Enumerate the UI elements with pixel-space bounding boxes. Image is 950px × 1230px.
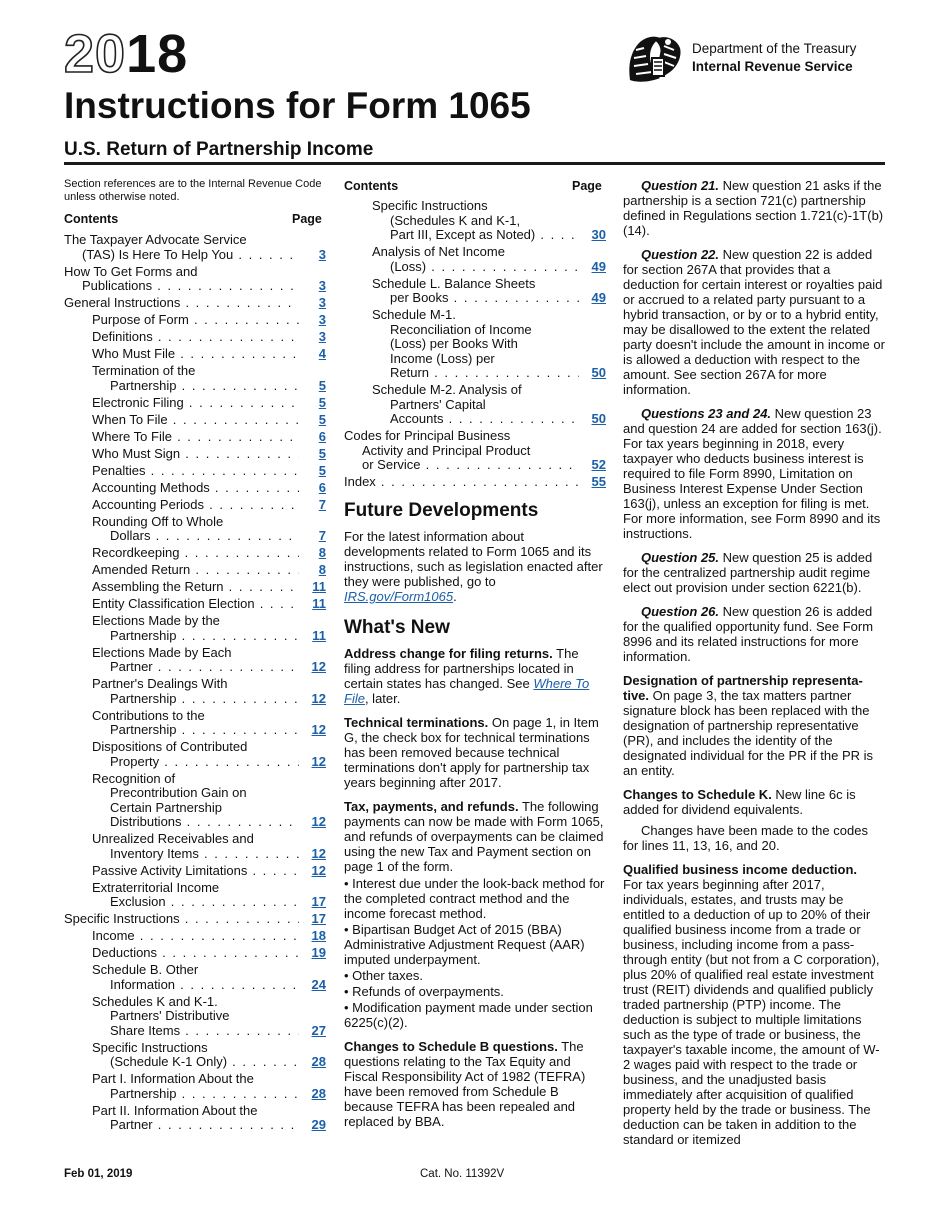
toc-entry-label: (TAS) Is Here To Help You . . .: [64, 248, 299, 263]
col1-entry[interactable]: [64, 447, 326, 462]
col1-entry[interactable]: [64, 364, 326, 393]
toc-entry-label: Partners' Distributive: [110, 1008, 230, 1023]
page-title: Instructions for Form 1065: [64, 85, 531, 126]
toc-entry-label: Penalties . . .: [92, 464, 299, 479]
bullet-icon: •: [344, 922, 353, 937]
bullet-text: Other taxes.: [352, 968, 423, 983]
toc-page-link[interactable]: 5: [318, 411, 326, 427]
toc-page-link[interactable]: 50: [591, 411, 606, 426]
col1-entry[interactable]: [64, 265, 326, 294]
col1-entry[interactable]: [64, 912, 326, 927]
toc-entry-label: Inventory Items . . .: [92, 847, 299, 862]
question-22-paragraph: Question 22. New question 22 is added for section 267A that provides that a deduction for certain interest or royalties paid or accrued to a related party pursuant to a hybrid transaction, or by or to a hybrid entity, may be disallowed to the extent the related party doesn't include the amount in income or is allowed a deduction with respect to the amount. See section 267A for more information.: [623, 247, 885, 397]
col1-entry[interactable]: [64, 233, 326, 262]
page-subtitle: U.S. Return of Partnership Income: [64, 139, 374, 160]
col1-entry[interactable]: [64, 864, 326, 879]
toc-entry-label: Schedule B. Other: [92, 963, 199, 977]
toc-entry-label: Analysis of Net Income: [372, 245, 505, 259]
toc-entry-label: Elections Made by Each: [92, 645, 232, 660]
toc-entry-label: (Schedule K-1 Only) . . .: [92, 1055, 299, 1070]
toc-entry-label: Share Items . . .: [92, 1024, 299, 1039]
col1-entry[interactable]: [64, 396, 326, 411]
col1-entry[interactable]: [64, 563, 326, 578]
address-change-paragraph: Address change for filing returns. The filing address for partnerships located in certain states has changed. See Where To File, later.: [344, 646, 590, 706]
schedule-k-changes-paragraph: Changes to Schedule K. New line 6c is added for dividend equivalents.: [623, 787, 856, 817]
toc-entry-label: Who Must File . . .: [92, 347, 299, 362]
toc-page-heading-col1: Page: [292, 212, 322, 226]
col2-entry[interactable]: [344, 383, 606, 427]
toc-page-link[interactable]: 12: [311, 690, 326, 706]
col2-entry[interactable]: [344, 199, 606, 243]
tax-year-bold: 18: [126, 24, 189, 84]
toc-entry-label: Information . . .: [92, 978, 299, 993]
col1-entry[interactable]: [64, 646, 326, 675]
col1-entry[interactable]: [64, 929, 326, 944]
toc-entry-label: Specific Instructions . . .: [64, 912, 299, 927]
toc-entry-label: Certain Partnership: [110, 799, 222, 815]
toc-entry-label: Partner . . .: [92, 1118, 299, 1133]
toc-page-link[interactable]: 28: [311, 1085, 326, 1101]
col1-entry[interactable]: [64, 832, 326, 861]
toc-entry-label: Part II. Information About the: [92, 1103, 258, 1118]
col1-entry[interactable]: [64, 772, 326, 830]
col1-entry[interactable]: [64, 995, 326, 1039]
toc-entry-label: Index . . .: [344, 475, 579, 490]
agency-department: Department of the Treasury: [692, 41, 857, 56]
col1-entry[interactable]: [64, 347, 326, 362]
col1-entry[interactable]: [64, 740, 326, 769]
toc-page-link[interactable]: 30: [591, 227, 606, 242]
toc-page-link[interactable]: 49: [591, 258, 606, 274]
col1-entry[interactable]: [64, 464, 326, 479]
toc-entry-label: Partners' Capital: [390, 396, 486, 412]
toc-page-link[interactable]: 3: [318, 246, 326, 262]
toc-page-link[interactable]: 12: [311, 862, 326, 878]
toc-entry-label: Termination of the: [92, 364, 196, 378]
col2-entry[interactable]: [344, 429, 606, 473]
toc-entry-label: Accounts . . .: [372, 412, 579, 427]
toc-entry-label: Partner . . .: [92, 660, 299, 675]
question-26-paragraph: Question 26. New question 26 is added for the qualified opportunity fund. See Form 8996 and its related instructions for more information.: [623, 604, 874, 664]
toc-heading-col2: Contents: [344, 179, 399, 193]
toc-page-link[interactable]: 6: [318, 428, 326, 444]
toc-entry-label: Schedule M-2. Analysis of: [372, 383, 522, 397]
schedule-b-changes-paragraph: Changes to Schedule B questions. The questions relating to the Tax Equity and Fiscal Responsibility Act of 1982 (TEFRA) have been removed from Schedule B because TEFRA has been repealed and replaced by BBA.: [344, 1039, 586, 1129]
payment-bullet-item: [344, 984, 606, 999]
tax-year: [64, 24, 188, 84]
toc-page-link[interactable]: 19: [311, 945, 326, 960]
toc-page-link[interactable]: 11: [312, 596, 326, 611]
toc-entry-label: Entity Classification Election . . .: [92, 597, 299, 612]
toc-page-link[interactable]: 52: [591, 457, 606, 472]
header-divider: [64, 162, 885, 165]
bullet-icon: •: [344, 968, 353, 983]
toc-entry-label: (Loss) . . .: [372, 260, 579, 275]
toc-page-link[interactable]: 8: [318, 545, 326, 560]
col1-entry[interactable]: [64, 546, 326, 561]
question-21-paragraph: Question 21. New question 21 asks if the partnership is a section 721(c) partnership defined in Regulations section 1.721(c)-1T(b)(14).: [623, 178, 884, 238]
toc-entry-label: Distributions . . .: [92, 815, 299, 830]
toc-entry-label: Amended Return . . .: [92, 563, 299, 578]
col2-text: [344, 493, 606, 1138]
future-developments-heading: Future Developments: [344, 500, 539, 521]
col1-entry[interactable]: [64, 430, 326, 445]
toc-entry-label: Dollars . . .: [92, 529, 299, 544]
toc-page-link[interactable]: 12: [311, 814, 326, 829]
toc-entry-label: Deductions . . .: [92, 946, 299, 961]
toc-page-link[interactable]: 3: [318, 295, 326, 310]
toc-entry-label: Elections Made by the: [92, 614, 220, 628]
toc-entry-label: Definitions . . .: [92, 330, 299, 345]
footer-catalog-number: Cat. No. 11392V: [420, 1168, 505, 1180]
toc-page-link[interactable]: 50: [591, 365, 606, 380]
toc-entry-label: Property . . .: [92, 755, 299, 770]
col1-entry[interactable]: [64, 946, 326, 961]
payment-bullet-item: [344, 922, 606, 967]
toc-page-link[interactable]: 11: [312, 627, 326, 643]
col3-text: [623, 178, 885, 1156]
col1-entry[interactable]: [64, 413, 326, 428]
where-to-file-link[interactable]: Where To File: [344, 676, 590, 706]
toc-entry-label: (Schedules K and K-1,: [390, 212, 521, 228]
col2-entry[interactable]: [344, 245, 606, 274]
bullet-icon: •: [344, 984, 353, 999]
bullet-icon: •: [344, 1000, 353, 1015]
toc-entry-label: Partnership . . .: [92, 629, 299, 644]
toc-page-link[interactable]: 7: [318, 528, 326, 543]
col1-entry[interactable]: [64, 515, 326, 544]
toc-page-link[interactable]: 49: [591, 290, 606, 305]
toc-page-link[interactable]: 28: [311, 1054, 326, 1069]
bullet-text: Interest due under the look-back method for the completed contract method and the income forecast method.: [344, 876, 605, 921]
toc-page-heading-col2: Page: [572, 179, 602, 193]
toc-entry-label: Publications . . .: [64, 279, 299, 294]
toc-entry-label: Electronic Filing . . .: [92, 396, 299, 411]
col1-entry[interactable]: [64, 963, 326, 992]
question-25-paragraph: Question 25. New question 25 is added for the centralized partnership audit regime elect out provision under section 6221(b).: [623, 550, 873, 595]
tax-year-outline: 20: [64, 24, 127, 84]
toc-entry-label: Passive Activity Limitations . . .: [92, 864, 299, 879]
toc-entry-label: Income . . .: [92, 929, 299, 944]
toc-entry-label: Exclusion . . .: [92, 895, 299, 910]
footer-date: Feb 01, 2019: [64, 1168, 133, 1180]
toc-page-link[interactable]: 11: [312, 579, 326, 594]
toc-entry-label: or Service . . .: [344, 458, 579, 473]
toc-page-link[interactable]: 24: [311, 976, 326, 992]
toc-page-link[interactable]: 5: [318, 377, 326, 393]
toc-page-link[interactable]: 7: [318, 496, 326, 512]
col1-entry[interactable]: [64, 296, 326, 311]
col2-entry[interactable]: [344, 308, 606, 381]
col1-entry[interactable]: [64, 1104, 326, 1133]
toc-entry-label: Purpose of Form . . .: [92, 313, 299, 328]
col1-entry[interactable]: [64, 1041, 326, 1070]
toc-entry-label: Schedule L. Balance Sheets: [372, 276, 536, 291]
toc-list-col1: [64, 233, 326, 1135]
toc-entry-label: Return . . .: [372, 366, 579, 381]
toc-entry-label: Codes for Principal Business: [344, 429, 511, 443]
col1-entry[interactable]: [64, 330, 326, 345]
payment-bullet-item: [344, 1000, 606, 1030]
toc-page-link[interactable]: 12: [311, 659, 326, 674]
toc-entry-label: Precontribution Gain on: [110, 785, 247, 800]
toc-entry-label: Partnership . . .: [92, 1087, 299, 1102]
bullet-text: Modification payment made under section 6225(c)(2).: [344, 1000, 593, 1030]
toc-entry-label: Where To File . . .: [92, 430, 299, 445]
future-developments-text: For the latest information about developments related to Form 1065 and its instructions, such as legislation enacted after they were published, go to IRS.gov/Form1065.: [344, 529, 603, 604]
col2-entry[interactable]: [344, 277, 606, 306]
col2-entry[interactable]: [344, 475, 606, 490]
qbi-deduction-paragraph: Qualified business income deduction. For tax years beginning after 2017, individuals, estates, and trusts may be entitled to a deduction of up to 20% of their qualified business income from a trade or business, including income from a pass-through entity (but not from a C corporation), plus 20% of qualified real estate investment trust (REIT) dividends and qualified publicly traded partnership (PTP) income. The deduction is subject to multiple limitations such as the type of trade or business, the taxpayer's taxable income, the amount of W-2 wages paid with respect to the trade or business, and the unadjusted basis immediately after acquisition of qualified property held by the trade or business. The deduction can be taken in addition to the standard or itemized: [623, 862, 880, 1147]
toc-heading-col1: Contents: [64, 212, 119, 226]
toc-page-link[interactable]: 18: [311, 928, 326, 943]
toc-page-link[interactable]: 27: [311, 1022, 326, 1038]
payment-bullet-item: [344, 876, 606, 921]
toc-entry-label: Income (Loss) per: [390, 350, 495, 366]
toc-entry-label: Specific Instructions: [372, 199, 488, 213]
toc-entry-label: Partner's Dealings With: [92, 677, 228, 691]
toc-page-link[interactable]: 3: [318, 312, 326, 327]
toc-entry-label: Part III, Except as Noted) . . .: [372, 228, 579, 243]
toc-entry-label: Contributions to the: [92, 708, 205, 723]
toc-page-link[interactable]: 12: [311, 845, 326, 861]
toc-page-link[interactable]: 5: [318, 445, 326, 461]
col1-entry[interactable]: [64, 677, 326, 706]
toc-entry-label: per Books . . .: [372, 291, 579, 306]
toc-page-link[interactable]: 12: [311, 753, 326, 769]
toc-entry-label: Specific Instructions: [92, 1040, 208, 1055]
irs-form1065-link[interactable]: IRS.gov/Form1065: [344, 589, 454, 604]
toc-page-link[interactable]: 12: [311, 722, 326, 737]
toc-page-link[interactable]: 17: [311, 894, 326, 909]
toc-entry-label: General Instructions . . .: [64, 296, 299, 311]
schedule-k-codes-paragraph: Changes have been made to the codes for lines 11, 13, 16, and 20.: [623, 823, 868, 853]
toc-entry-label: Who Must Sign . . .: [92, 447, 299, 462]
payments-bullet-list: [344, 876, 606, 1030]
toc-page-link[interactable]: 5: [318, 394, 326, 410]
toc-entry-label: Schedules K and K-1.: [92, 994, 218, 1009]
toc-entry-label: Partnership . . .: [92, 379, 299, 394]
col1-entry[interactable]: [64, 580, 326, 595]
section-references-note: Section references are to the Internal Revenue Code unless otherwise noted.: [64, 178, 322, 203]
col1-entry[interactable]: [64, 614, 326, 643]
toc-page-link[interactable]: 8: [318, 562, 326, 577]
toc-entry-label: Activity and Principal Product: [362, 442, 531, 458]
technical-terminations-paragraph: Technical terminations. On page 1, in Item G, the check box for technical terminations has been removed because technical terminations don't apply for partnership tax years beginning after 2017.: [344, 715, 599, 790]
toc-entry-label: Partnership . . .: [92, 692, 299, 707]
toc-list-col2: [344, 199, 606, 492]
col1-entry[interactable]: [64, 709, 326, 738]
col1-entry[interactable]: [64, 597, 326, 612]
irs-eagle-logo-icon: [624, 32, 684, 86]
toc-entry-label: Recordkeeping . . .: [92, 546, 299, 561]
toc-entry-label: (Loss) per Books With: [390, 336, 518, 351]
toc-entry-label: Schedule M-1.: [372, 308, 456, 322]
questions-23-24-paragraph: Questions 23 and 24. New question 23 and question 24 are added for section 163(j). For tax years beginning in 2018, every taxpayer who deducts business interest is required to file Form 8990, Limitation on Business Interest Expense Under Section 163(j), unless an exception for filing is met. For more information, see Form 8990 and its instructions.: [623, 406, 882, 541]
toc-page-link[interactable]: 6: [318, 479, 326, 495]
toc-entry-label: Accounting Periods . . .: [92, 498, 299, 513]
toc-page-link[interactable]: 3: [318, 278, 326, 293]
col1-entry[interactable]: [64, 481, 326, 496]
bullet-icon: •: [344, 876, 353, 891]
payment-bullet-item: [344, 968, 606, 983]
toc-entry-label: Accounting Methods . . .: [92, 481, 299, 496]
whats-new-heading: What's New: [344, 617, 450, 638]
agency-block: [624, 32, 894, 86]
toc-entry-label: Assembling the Return . . .: [92, 580, 299, 595]
toc-entry-label: Recognition of: [92, 771, 176, 786]
toc-entry-label: Extraterritorial Income: [92, 880, 220, 895]
toc-page-link[interactable]: 5: [318, 462, 326, 478]
partnership-representative-paragraph: Designation of partnership representa-tive. On page 3, the tax matters partner signature block has been replaced with the designation of partnership representative (PR), and includes the identity of the designated individual for the PR if the PR is an entity.: [623, 673, 874, 778]
col1-entry[interactable]: [64, 1072, 326, 1101]
bullet-text: Bipartisan Budget Act of 2015 (BBA) Administrative Adjustment Request (AAR) imputed underpayment.: [344, 922, 585, 967]
toc-page-link[interactable]: 4: [318, 346, 326, 361]
toc-entry-label: Part I. Information About the: [92, 1072, 254, 1086]
toc-entry-label: Rounding Off to Whole: [92, 514, 224, 529]
toc-entry-label: How To Get Forms and: [64, 264, 198, 279]
col1-entry[interactable]: [64, 498, 326, 513]
toc-entry-label: Partnership . . .: [92, 723, 299, 738]
tax-payments-paragraph: Tax, payments, and refunds. The following payments can now be made with Form 1065, and refunds of overpayments can be claimed using the new Tax and Payment section on page 1 of the form.: [344, 799, 604, 874]
agency-irs: Internal Revenue Service: [692, 59, 853, 74]
toc-entry-label: Dispositions of Contributed: [92, 740, 248, 754]
toc-page-link[interactable]: 17: [311, 911, 326, 926]
toc-page-link[interactable]: 55: [591, 474, 606, 489]
bullet-text: Refunds of overpayments.: [352, 984, 504, 999]
toc-entry-label: Reconciliation of Income: [390, 321, 532, 337]
toc-entry-label: When To File . . .: [92, 413, 299, 428]
col1-entry[interactable]: [64, 881, 326, 910]
toc-page-link[interactable]: 3: [318, 329, 326, 344]
col1-entry[interactable]: [64, 313, 326, 328]
toc-page-link[interactable]: 29: [311, 1117, 326, 1132]
toc-entry-label: The Taxpayer Advocate Service: [64, 233, 247, 247]
toc-entry-label: Unrealized Receivables and: [92, 832, 254, 846]
